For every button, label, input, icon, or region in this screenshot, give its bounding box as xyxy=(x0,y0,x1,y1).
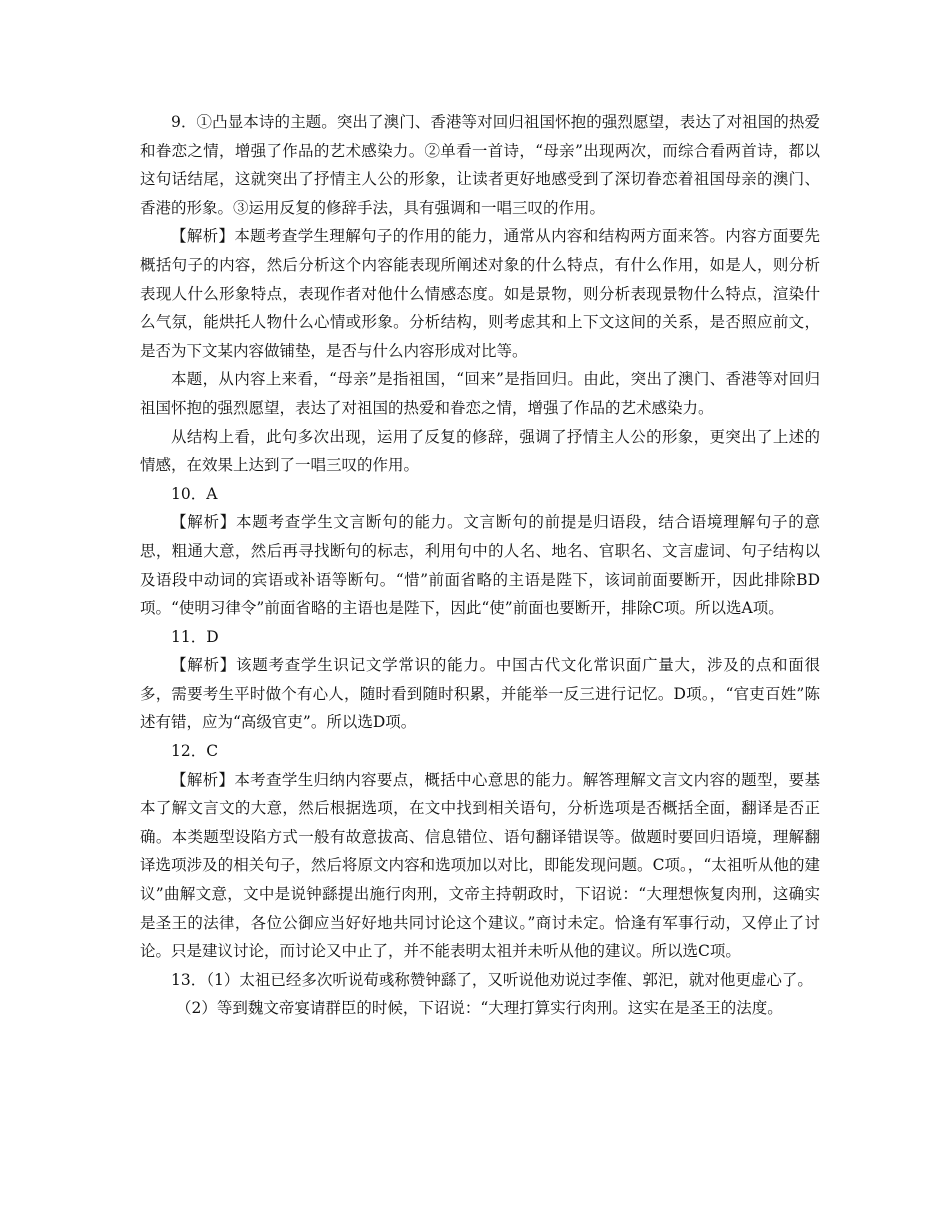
answer-10-analysis: 【解析】本题考查学生文言断句的能力。文言断句的前提是归语段，结合语境理解句子的意思，粗通大意，然后再寻找断句的标志，利用句中的人名、地名、官职名、文言虚词、句子结构以及语段中动词的宾语或补语等断句。“惜”前面省略的主语是陛下，该词前面要断开，因此排除BD项。“使明习律令”前面省略的主语也是陛下，因此“使”前面也要断开，排除C项。所以选A项。 xyxy=(140,513,820,618)
answer-11-analysis: 【解析】该题考查学生识记文学常识的能力。中国古代文化常识面广量大，涉及的点和面很多，需要考生平时做个有心人，随时看到随时积累，并能举一反三进行记忆。D项。，“官吏百姓”陈述有错，应为“高级官吏”。所以选D项。 xyxy=(140,656,820,732)
answer-9: 9．①凸显本诗的主题。突出了澳门、香港等对回归祖国怀抱的强烈愿望，表达了对祖国的热爱和眷恋之情，增强了作品的艺术感染力。②单看一首诗，“母亲”出现两次，而综合看两首诗，都以这句话结尾，这就突出了抒情主人公的形象，让读者更好地感受到了深切眷恋着祖国母亲的澳门、香港的形象。③运用反复的修辞手法，具有强调和一唱三叹的作用。 xyxy=(140,113,820,217)
answer-12-analysis: 【解析】本考查学生归纳内容要点，概括中心意思的能力。解答理解文言文内容的题型，要基本了解文言文的大意，然后根据选项，在文中找到相关语句，分析选项是否概括全面，翻译是否正确。本类题型设陷方式一般有故意拔高、信息错位、语句翻译错误等。做题时要回归语境，理解翻译选项涉及的相关句子，然后将原文内容和选项加以对比，即能发现问题。C项。，“太祖听从他的建议”曲解文意，文中是说钟繇提出施行肉刑，文帝主持朝政时，下诏说：“大理想恢复肉刑，这确实是圣王的法律，各位公御应当好好地共同讨论这个建议。”商讨未定。恰逢有军事行动，又停止了讨论。只是建议讨论，而讨论又中止了，并不能表明太祖并未听从他的建议。所以选C项。 xyxy=(140,770,820,961)
answer-13-part-1: 13．（1）太祖已经多次听说荀彧称赞钟繇了，又听说他劝说过李傕、郭汜，就对他更虚心了。 xyxy=(171,970,813,989)
answer-text-body xyxy=(140,108,820,1023)
answer-10: 10．A xyxy=(171,484,218,503)
answer-13-part-2: （2）等到魏文帝宴请群臣的时候，下诏说：“大理打算实行肉刑。这实在是圣王的法度。 xyxy=(176,999,783,1018)
answer-9-structure: 从结构上看，此句多次出现，运用了反复的修辞，强调了抒情主人公的形象，更突出了上述的情感，在效果上达到了一唱三叹的作用。 xyxy=(140,427,820,475)
answer-12: 12．C xyxy=(171,742,219,761)
answer-9-analysis: 【解析】本题考查学生理解句子的作用的能力，通常从内容和结构两方面来答。内容方面要先概括句子的内容，然后分析这个内容能表现所阐述对象的什么特点，有什么作用，如是人，则分析表现人什么形象特点，表现作者对他什么情感态度。如是景物，则分析表现景物什么特点，渲染什么气氛，能烘托人物什么心情或形象。分析结构，则考虑其和上下文这间的关系，是否照应前文，是否为下文某内容做铺垫，是否与什么内容形成对比等。 xyxy=(140,227,820,360)
answer-9-content: 本题，从内容上来看，“母亲”是指祖国，“回来”是指回归。由此，突出了澳门、香港等对回归祖国怀抱的强烈愿望，表达了对祖国的热爱和眷恋之情，增强了作品的艺术感染力。 xyxy=(140,370,820,417)
answer-11: 11．D xyxy=(171,627,219,646)
